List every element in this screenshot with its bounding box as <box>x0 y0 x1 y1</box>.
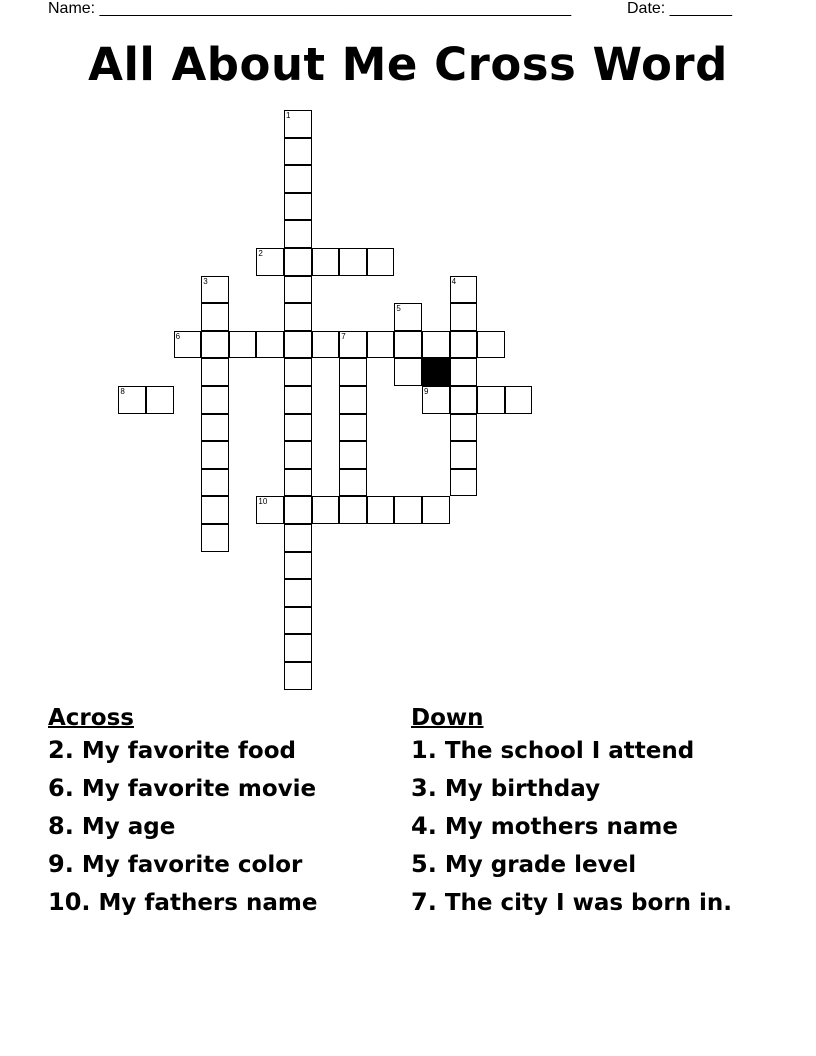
crossword-cell[interactable] <box>284 662 312 690</box>
crossword-cell[interactable] <box>201 358 229 386</box>
crossword-cell[interactable] <box>201 303 229 331</box>
crossword-cell[interactable] <box>284 552 312 580</box>
crossword-cell[interactable] <box>312 496 340 524</box>
crossword-cell[interactable] <box>339 386 367 414</box>
clue-across-2: 2. My favorite food <box>48 736 296 764</box>
crossword-cell[interactable] <box>394 496 422 524</box>
crossword-cell[interactable] <box>312 331 340 359</box>
crossword-cell[interactable] <box>284 469 312 497</box>
crossword-cell[interactable] <box>450 441 478 469</box>
crossword-cell[interactable] <box>450 414 478 442</box>
clue-number: 10 <box>258 497 268 507</box>
crossword-cell[interactable] <box>284 110 312 138</box>
crossword-cell[interactable] <box>450 331 478 359</box>
crossword-cell[interactable] <box>284 358 312 386</box>
crossword-cell[interactable] <box>422 386 450 414</box>
crossword-cell[interactable] <box>284 138 312 166</box>
crossword-cell[interactable] <box>229 331 257 359</box>
crossword-cell[interactable] <box>339 331 367 359</box>
down-clues <box>411 700 771 916</box>
crossword-cell[interactable] <box>201 469 229 497</box>
crossword-cell[interactable] <box>256 248 284 276</box>
clue-down-7: 7. The city I was born in. <box>411 888 733 916</box>
clue-across-8: 8. My age <box>48 812 176 840</box>
clue-number: 8 <box>120 387 125 396</box>
crossword-cell[interactable] <box>367 248 395 276</box>
crossword-cell[interactable] <box>201 331 229 359</box>
crossword-cell[interactable] <box>394 303 422 331</box>
crossword-cell[interactable] <box>284 524 312 552</box>
crossword-cell[interactable] <box>367 496 395 524</box>
crossword-cell[interactable] <box>201 496 229 524</box>
crossword-cell[interactable] <box>394 358 422 386</box>
crossword-cell[interactable] <box>284 276 312 304</box>
crossword-cell[interactable] <box>450 469 478 497</box>
crossword-cell[interactable] <box>284 220 312 248</box>
clue-number: 9 <box>424 387 429 396</box>
crossword-cell[interactable] <box>284 386 312 414</box>
crossword-cell[interactable] <box>174 331 202 359</box>
page-title: All About Me Cross Word <box>88 38 728 91</box>
clue-number: 7 <box>341 331 346 341</box>
crossword-cell[interactable] <box>146 386 174 414</box>
crossword-cell[interactable] <box>450 386 478 414</box>
clue-down-5: 5. My grade level <box>411 850 637 878</box>
crossword-cell[interactable] <box>505 386 533 414</box>
crossword-cell[interactable] <box>284 496 312 524</box>
clue-number: 5 <box>396 304 401 314</box>
crossword-cell[interactable] <box>284 634 312 662</box>
crossword-cell[interactable] <box>201 441 229 469</box>
across-clues <box>48 700 388 922</box>
crossword-cell[interactable] <box>284 607 312 635</box>
crossword-cell[interactable] <box>339 441 367 469</box>
crossword-cell[interactable] <box>284 441 312 469</box>
clue-across-6: 6. My favorite movie <box>48 774 317 802</box>
crossword-cell[interactable] <box>256 496 284 524</box>
crossword-cell[interactable] <box>284 579 312 607</box>
crossword-cell[interactable] <box>284 331 312 359</box>
clue-across-9: 9. My favorite color <box>48 850 303 878</box>
crossword-cell[interactable] <box>284 414 312 442</box>
across-heading: Across <box>48 705 134 731</box>
clue-number: 4 <box>451 276 457 286</box>
crossword-cell[interactable] <box>284 248 312 276</box>
crossword-cell[interactable] <box>118 386 146 414</box>
clue-number: 3 <box>203 276 208 286</box>
crossword-cell[interactable] <box>394 331 422 359</box>
crossword-cell[interactable] <box>450 276 478 304</box>
crossword-cell[interactable] <box>339 358 367 386</box>
crossword-cell[interactable] <box>422 331 450 359</box>
crossword-cell[interactable] <box>201 386 229 414</box>
crossword-cell[interactable] <box>284 303 312 331</box>
clue-number: 6 <box>175 331 181 341</box>
clue-across-10: 10. My fathers name <box>48 888 318 916</box>
clue-down-1: 1. The school I attend <box>411 736 695 764</box>
crossword-cell[interactable] <box>284 165 312 193</box>
crossword-cell[interactable] <box>477 386 505 414</box>
crossword-cell[interactable] <box>477 331 505 359</box>
crossword-cell[interactable] <box>284 193 312 221</box>
crossword-cell[interactable] <box>339 496 367 524</box>
crossword-cell[interactable] <box>201 414 229 442</box>
crossword-cell[interactable] <box>339 248 367 276</box>
crossword-cell[interactable] <box>201 524 229 552</box>
blocked-cell <box>422 358 450 386</box>
crossword-cell[interactable] <box>450 358 478 386</box>
clue-down-4: 4. My mothers name <box>411 812 678 840</box>
clue-number: 1 <box>286 111 291 120</box>
down-heading: Down <box>411 705 484 731</box>
crossword-cell[interactable] <box>201 276 229 304</box>
name-line: Name: _____________________________________________________ <box>48 0 572 17</box>
crossword-cell[interactable] <box>422 496 450 524</box>
clue-down-3: 3. My birthday <box>411 774 601 802</box>
date-line: Date: _______ <box>627 0 732 17</box>
crossword-cell[interactable] <box>312 248 340 276</box>
clue-number: 2 <box>258 249 263 258</box>
crossword-cell[interactable] <box>339 469 367 497</box>
crossword-cell[interactable] <box>450 303 478 331</box>
crossword-cell[interactable] <box>256 331 284 359</box>
crossword-cell[interactable] <box>339 414 367 442</box>
crossword-cell[interactable] <box>367 331 395 359</box>
